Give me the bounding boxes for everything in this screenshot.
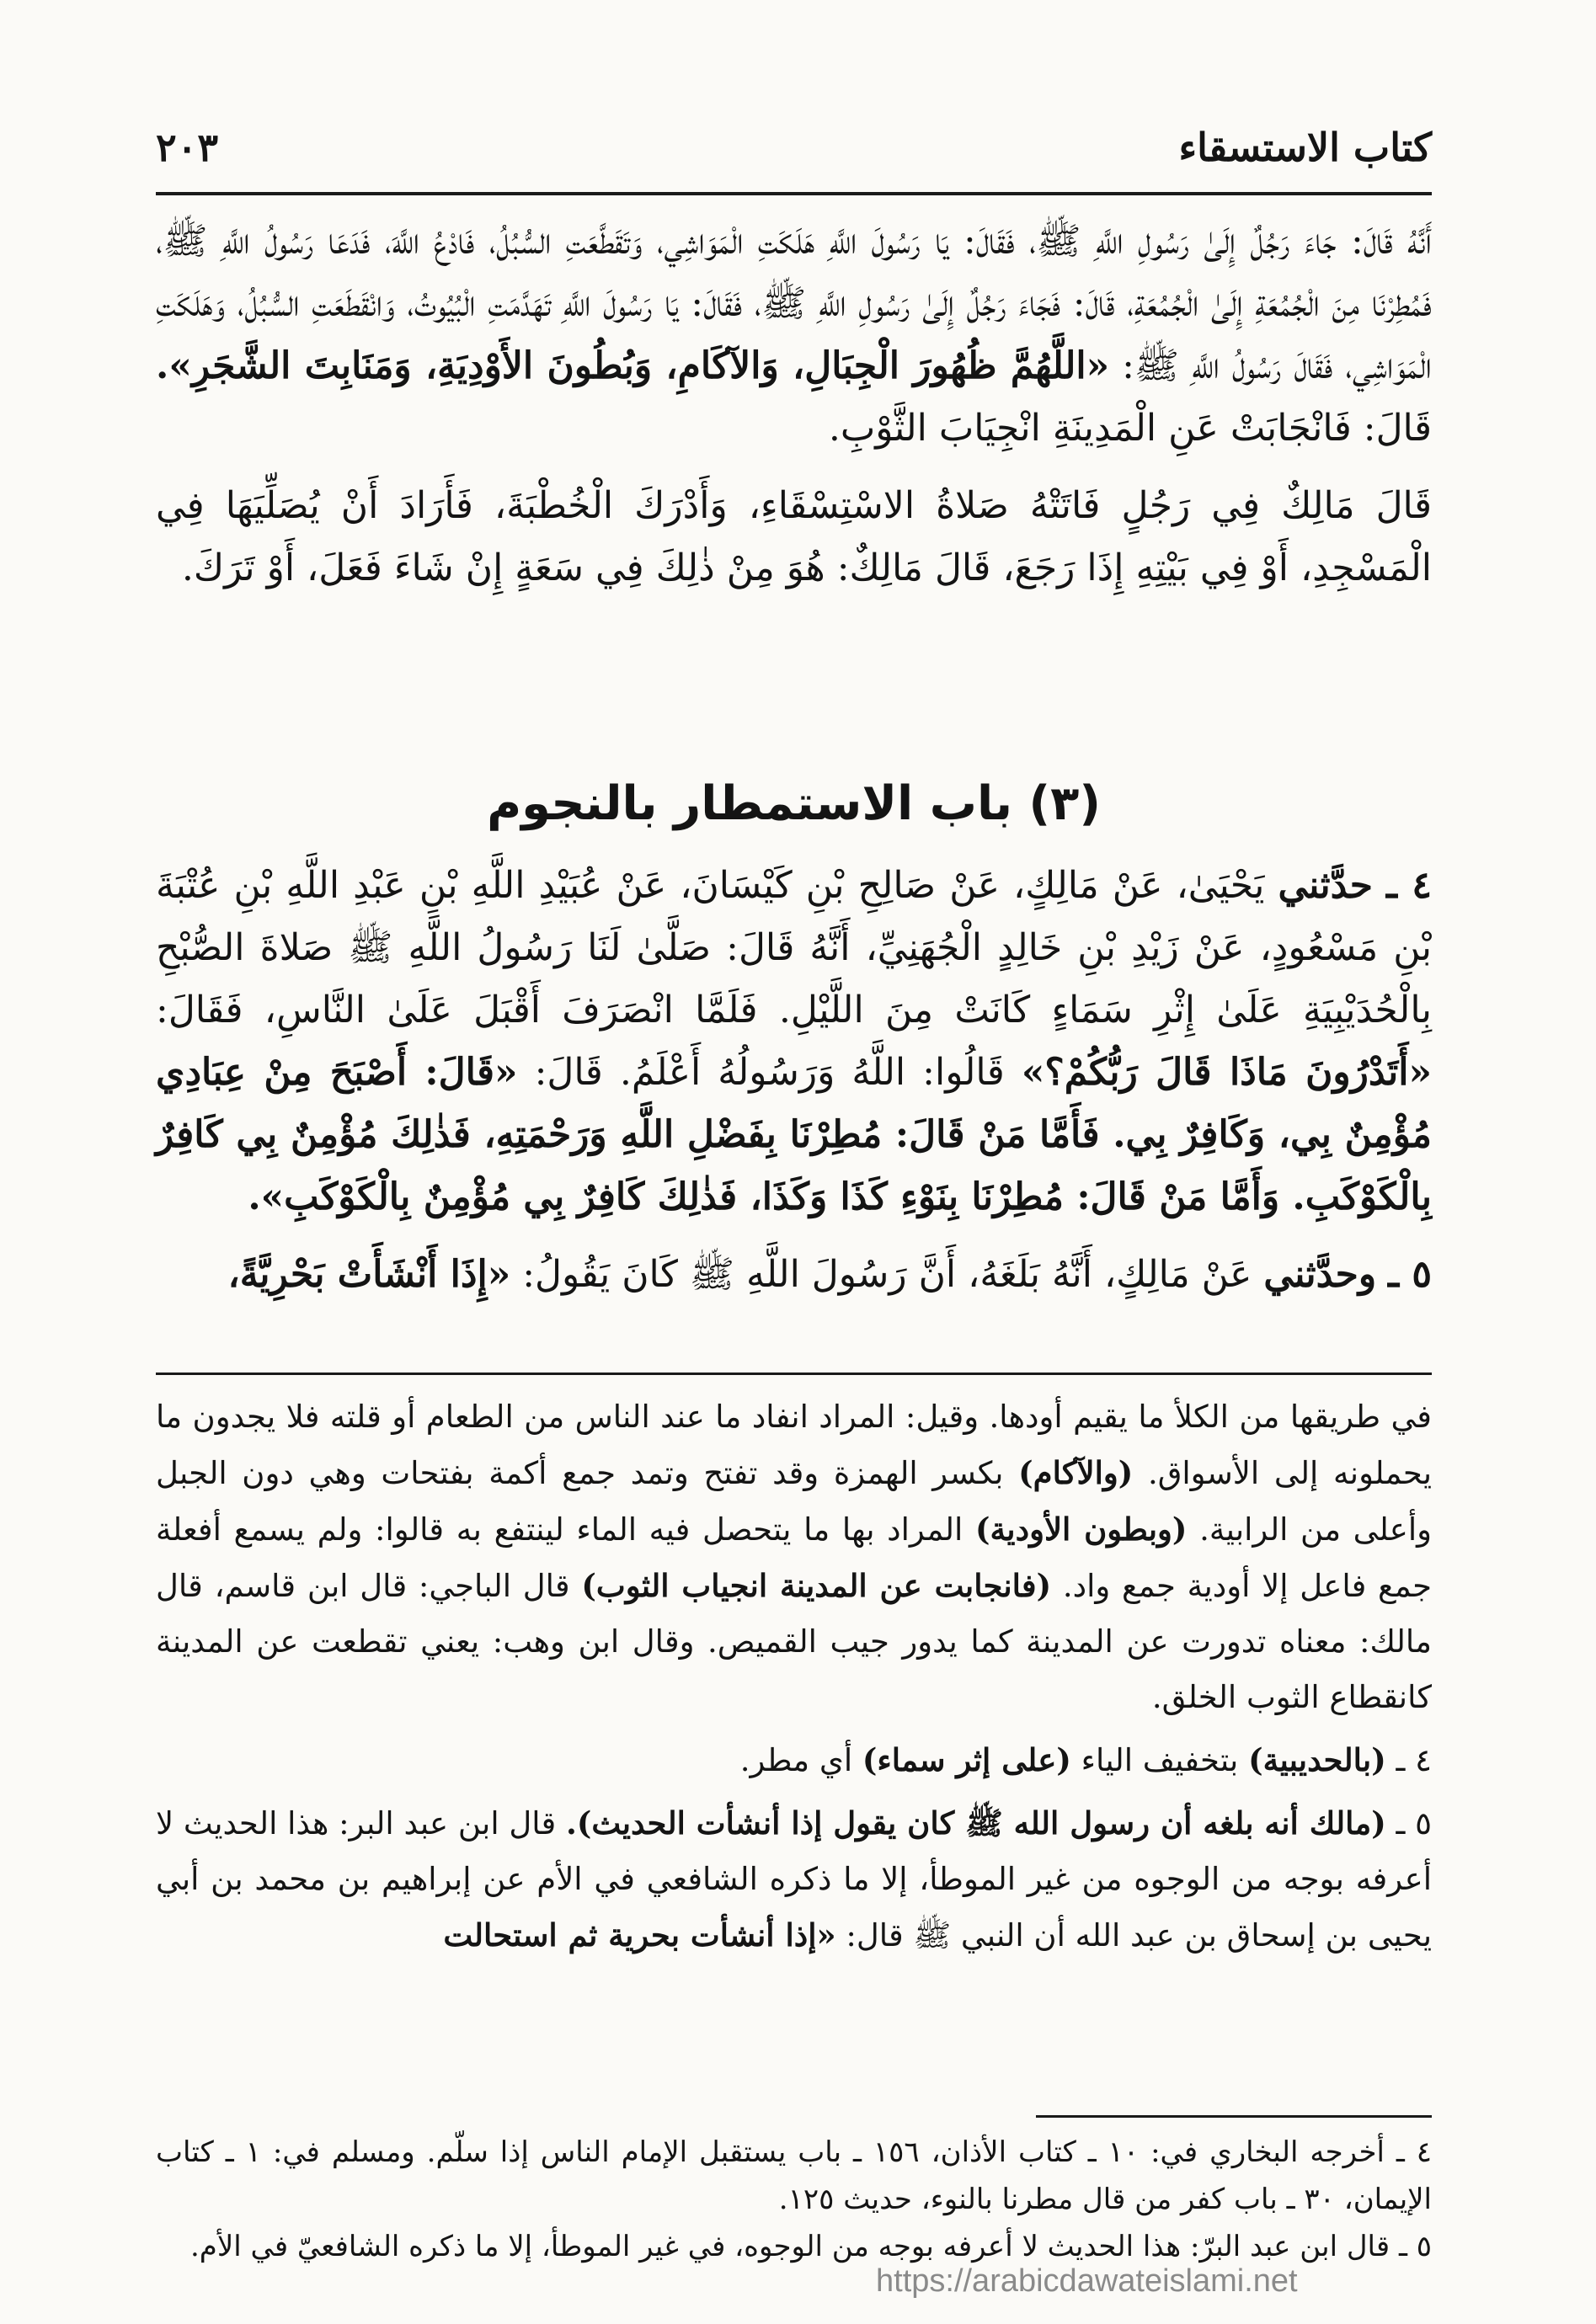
commentary-term: (على إثر سماء) (862, 1741, 1071, 1778)
commentary-term: (والآكام) (1018, 1454, 1134, 1491)
commentary-term: (مالك أنه بلغه أن رسول الله ﷺ كان يقول إذا أنشأت الحديث). (566, 1804, 1386, 1842)
footnote-rule (1036, 2115, 1432, 2118)
commentary-term: (فانجابت عن المدينة انجياب الثوب) (581, 1567, 1052, 1604)
para1-end: قَالَ: فَانْجَابَتْ عَنِ الْمَدِينَةِ انْجِيَابَ الثَّوْبِ. (828, 407, 1432, 450)
para1-quote: «اللَّهُمَّ ظُهُورَ الْجِبَالِ، وَالآكَامِ، وَبُطُونَ الأَوْدِيَةِ، وَمَنَابِتَ الشَّجَرِ». (156, 344, 1110, 387)
commentary (156, 1389, 1432, 1970)
chapter-heading: (٣) باب الاستمطار بالنجوم (487, 776, 1101, 831)
commentary-term: (بالحديبية) (1248, 1741, 1386, 1778)
commentary-3-number: ٥ ـ (1396, 1805, 1432, 1842)
commentary-1 (156, 1389, 1432, 1725)
footnote-5: ٥ ـ قال ابن عبد البرّ: هذا الحديث لا أعرفه بوجه من الوجوه، في غير الموطأ، إلا ما ذكره الشافعيّ في الأم. (189, 2230, 1432, 2263)
commentary-1-text2: بكسر الهمزة وقد تفتح وتمد جمع أكمة بفتحات وهي دون الجبل وأعلى من الرابية. (156, 1455, 1432, 1548)
commentary-1-text3: المراد بها ما يتحصل فيه الماء لينتفع به قالوا: ولم يسمع أفعلة جمع فاعل إلا أودية جمع واد. (156, 1511, 1432, 1604)
hadith-5-text: عَنْ مَالِكٍ، أَنَّهُ بَلَغَهُ، أَنَّ رَسُولَ اللَّهِ ﷺ كَانَ يَقُولُ: (522, 1253, 1252, 1296)
hadith-4-quote2: «قَالَ: أَصْبَحَ مِنْ عِبَادِي مُؤْمِنٌ بِي، وَكَافِرٌ بِي. فَأَمَّا مَنْ قَالَ: مُطِرْنَا بِفَضْلِ اللَّهِ وَرَحْمَتِهِ، فَذٰلِكَ مُؤْمِنٌ بِي كَافِرٌ بِالْكَوْكَبِ. وَأَمَّا مَنْ قَالَ: مُطِرْنَا بِنَوْءِ كَذَا وَكَذَا، فَذٰلِكَ كَافِرٌ بِي مُؤْمِنٌ بِالْكَوْكَبِ». (156, 1051, 1432, 1218)
hadith-4-text2: قَالُوا: اللَّهُ وَرَسُولُهُ أَعْلَمُ. قَالَ: (534, 1051, 1005, 1094)
hadith-5-number: ٥ ـ (1388, 1253, 1432, 1296)
commentary-1-text: في طريقها من الكلأ ما يقيم أودها. وقيل: المراد انفاد ما عند الناس من الطعام أو قلته فلا يجدون ما يحملونه إلى الأسواق. (156, 1399, 1433, 1491)
commentary-2 (156, 1732, 1432, 1788)
header-rule (156, 192, 1432, 195)
commentary-2-text: بتخفيف الياء (1081, 1742, 1239, 1778)
hadith-4-quote1: «أَتَدْرُونَ مَاذَا قَالَ رَبُّكُمْ؟» (1021, 1051, 1432, 1094)
commentary-term: «إذا أنشأت بحرية ثم استحالت (443, 1916, 836, 1954)
commentary-term: (وبطون الأودية) (974, 1511, 1188, 1548)
footnotes (156, 2129, 1432, 2270)
hadith-5-lead: وحدَّثني (1263, 1253, 1377, 1296)
malik-opinion: قَالَ مَالِكٌ فِي رَجُلٍ فَاتَتْهُ صَلاةُ الاسْتِسْقَاءِ، وَأَدْرَكَ الْخُطْبَةَ، فَأَرَادَ أَنْ يُصَلِّيَهَا فِي الْمَسْجِدِ، أَوْ فِي بَيْتِهِ إِذَا رَجَعَ، قَالَ مَالِكٌ: هُوَ مِنْ ذٰلِكَ فِي سَعَةٍ إِنْ شَاءَ فَعَلَ، أَوْ تَرَكَ. (156, 484, 1432, 589)
hadith-4-number: ٤ ـ (1386, 864, 1432, 907)
main-text (156, 211, 1432, 615)
page-header (156, 125, 1432, 184)
para1-text: أَنَّهُ قَالَ: جَاءَ رَجُلٌ إِلَىٰ رَسُولِ اللَّهِ ﷺ، فَقَالَ: يَا رَسُولَ اللَّهِ هَلَكَتِ الْمَوَاشِي، وَتَقَطَّعَتِ السُّبُلُ، فَادْعُ اللَّهَ، فَدَعَا رَسُولُ اللَّهِ ﷺ، فَمُطِرْنَا مِنَ الْجُمُعَةِ إِلَىٰ الْجُمُعَةِ، قَالَ: فَجَاءَ رَجُلٌ إِلَىٰ رَسُولِ اللَّهِ ﷺ، فَقَالَ: يَا رَسُولَ اللَّهِ تَهَدَّمَتِ الْبُيُوتُ، وَانْقَطَعَتِ السُّبُلُ، وَهَلَكَتِ الْمَوَاشِي، فَقَالَ رَسُولُ اللَّهِ ﷺ: (156, 220, 1432, 387)
footnote-4: ٤ ـ أخرجه البخاري في: ١٠ ـ كتاب الأذان، ١٥٦ ـ باب يستقبل الإمام الناس إذا سلّم. ومسلم في: ١ ـ كتاب الإيمان، ٣٠ ـ باب كفر من قال مطرنا بالنوء، حديث ١٢٥. (156, 2135, 1433, 2216)
chapter-text (156, 855, 1432, 1321)
commentary-2-number: ٤ ـ (1396, 1742, 1432, 1778)
hadith-5-quote: «إِذَا أَنْشَأَتْ بَحْرِيَّةً، (227, 1253, 511, 1296)
page-number: ٢٠٣ (156, 125, 219, 170)
book-title: كتاب الاستسقاء (1178, 125, 1432, 170)
commentary-3-text: قال ابن عبد البر: هذا الحديث لا أعرفه بوجه من الوجوه من غير الموطأ، إلا ما ذكره الشافعي في الأم عن إبراهيم بن محمد بن أبي يحيى بن إسحاق بن عبد الله أن النبي ﷺ قال: (156, 1805, 1432, 1954)
commentary-1-text4: قال الباجي: قال ابن قاسم، قال مالك: معناه تدورت عن المدينة كما يدور جيب القميص. وقال ابن وهب: يعني تقطعت عن المدينة كانقطاع الثوب الخلق. (156, 1568, 1432, 1715)
commentary-2-text2: أي مطر. (739, 1742, 853, 1778)
watermark-url: https://arabicdawateislami.net (876, 2263, 1298, 2299)
hadith-4 (156, 855, 1432, 1229)
hadith-4-lead: حدَّثني (1278, 864, 1373, 907)
hadith-5 (156, 1244, 1432, 1306)
commentary-rule (156, 1373, 1432, 1375)
commentary-3 (156, 1795, 1432, 1964)
hadith-4-text: يَحْيَىٰ، عَنْ مَالِكٍ، عَنْ صَالِحِ بْنِ كَيْسَانَ، عَنْ عُبَيْدِ اللَّهِ بْنِ عَبْدِ اللَّهِ بْنِ عُتْبَةَ بْنِ مَسْعُودٍ، عَنْ زَيْدِ بْنِ خَالِدٍ الْجُهَنِيِّ، أَنَّهُ قَالَ: صَلَّىٰ لَنَا رَسُولُ اللَّهِ ﷺ صَلاةَ الصُّبْحِ بِالْحُدَيْبِيَةِ عَلَىٰ إِثْرِ سَمَاءٍ كَانَتْ مِنَ اللَّيْلِ. فَلَمَّا انْصَرَفَ أَقْبَلَ عَلَىٰ النَّاسِ، فَقَالَ: (156, 864, 1432, 1031)
hadith-continuation (156, 211, 1432, 460)
